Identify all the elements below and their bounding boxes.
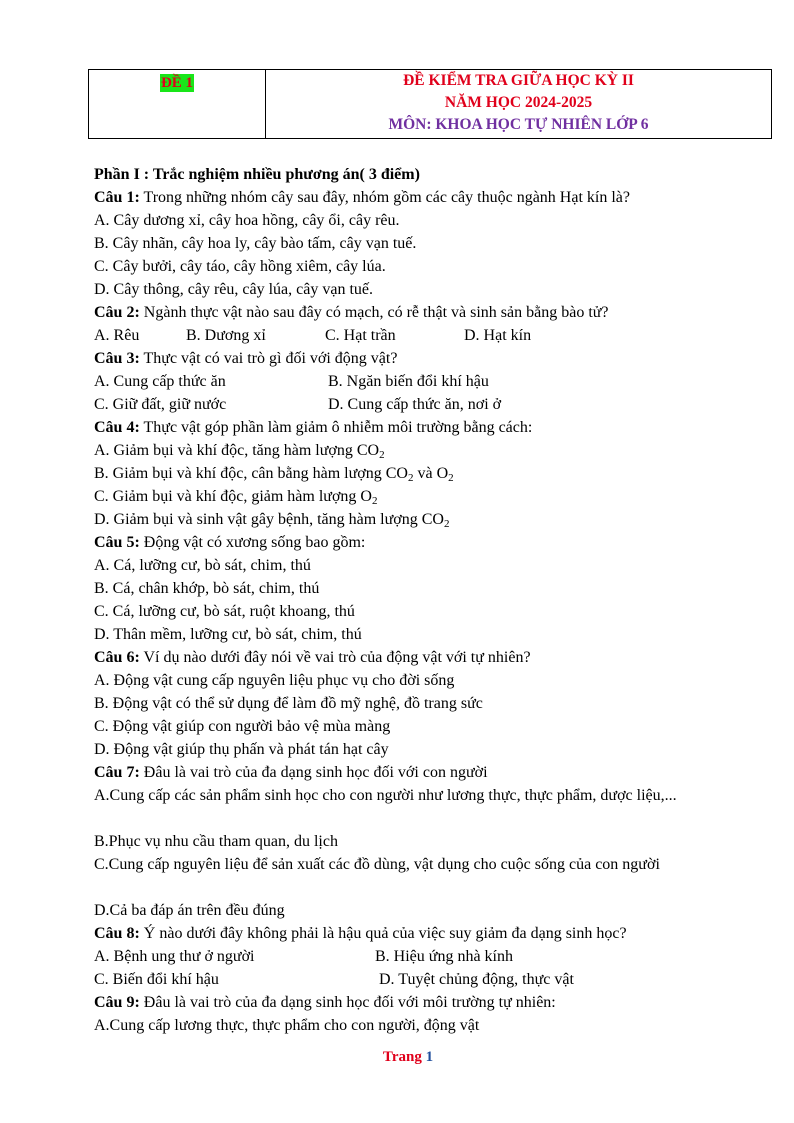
q4-option-d: [94, 508, 734, 531]
question-label: Câu 5:: [94, 534, 140, 551]
question-5: [94, 531, 734, 554]
question-label: Câu 3:: [94, 350, 140, 367]
exam-header-table: [88, 69, 772, 139]
question-7: [94, 761, 734, 784]
q3-option-c: C. Giữ đất, giữ nước: [94, 396, 227, 413]
q3-options-row2: [94, 393, 734, 416]
q1-option-a: A. Cây dương xỉ, cây hoa hồng, cây ổi, cây rêu.: [94, 212, 400, 229]
question-6: [94, 646, 734, 669]
q8-options-row1: [94, 945, 734, 968]
question-4: [94, 416, 734, 439]
q6-option-c: C. Động vật giúp con người bảo vệ mùa màng: [94, 718, 391, 735]
q8-options-row2: [94, 968, 734, 991]
question-8: [94, 922, 734, 945]
question-2: [94, 301, 734, 324]
question-3: [94, 347, 734, 370]
question-text: Thực vật có vai trò gì đối với động vật?: [139, 350, 398, 367]
option-text: D. Giảm bụi và sinh vật gây bệnh, tăng hàm lượng CO: [94, 511, 444, 528]
question-9: [94, 991, 734, 1014]
q4-option-b: [94, 462, 734, 485]
option-text: C. Giảm bụi và khí độc, giảm hàm lượng O: [94, 488, 372, 505]
q8-option-d: D. Tuyệt chủng động, thực vật: [379, 971, 574, 988]
subscript: 2: [443, 518, 450, 530]
q7-option-d: D.Cả ba đáp án trên đều đúng: [94, 902, 285, 919]
q5-option-d: D. Thân mềm, lưỡng cư, bò sát, chim, thú: [94, 626, 362, 643]
question-text: Ý nào dưới đây không phải là hậu quả của việc suy giảm đa dạng sinh học?: [139, 925, 627, 942]
option-text: và O: [413, 465, 449, 482]
question-text: Thực vật góp phần làm giảm ô nhiễm môi trường bằng cách:: [139, 419, 533, 436]
question-text: Ngành thực vật nào sau đây có mạch, có rễ thật và sinh sản bằng bào tử?: [139, 304, 609, 321]
q5-option-a: A. Cá, lưỡng cư, bò sát, chim, thú: [94, 557, 311, 574]
q3-option-d: D. Cung cấp thức ăn, nơi ở: [328, 396, 502, 413]
q1-option-d: D. Cây thông, cây rêu, cây lúa, cây vạn tuế.: [94, 281, 374, 298]
q2-option-d: D. Hạt kín: [464, 327, 532, 344]
question-text: Đâu là vai trò của đa dạng sinh học đối với con người: [139, 764, 488, 781]
exam-code-label: ĐỀ 1: [160, 75, 194, 91]
subject-line: MÔN: KHOA HỌC TỰ NHIÊN LỚP 6: [388, 116, 649, 133]
page-label: Trang: [382, 1049, 426, 1065]
part-title: Phần I : Trắc nghiệm nhiều phương án( 3 điểm): [94, 166, 420, 183]
subscript: 2: [371, 495, 378, 507]
question-label: Câu 1:: [94, 189, 140, 206]
q5-option-c: C. Cá, lưỡng cư, bò sát, ruột khoang, thú: [94, 603, 355, 620]
page-footer: [0, 1049, 794, 1066]
page-number: 1: [425, 1049, 434, 1065]
q2-option-a: A. Rêu: [94, 327, 140, 344]
question-label: Câu 9:: [94, 994, 140, 1011]
q4-option-a: [94, 439, 734, 462]
exam-content: [94, 163, 734, 1037]
q6-option-d: D. Động vật giúp thụ phấn và phát tán hạt cây: [94, 741, 389, 758]
option-text: B. Giảm bụi và khí độc, cân bằng hàm lượng CO: [94, 465, 408, 482]
subscript: 2: [448, 472, 454, 484]
question-label: Câu 8:: [94, 925, 140, 942]
q1-option-c: C. Cây bưởi, cây táo, cây hồng xiêm, cây lúa.: [94, 258, 386, 275]
question-label: Câu 6:: [94, 649, 140, 666]
question-label: Câu 4:: [94, 419, 140, 436]
exam-title: ĐỀ KIỂM TRA GIỮA HỌC KỲ II: [403, 72, 634, 89]
question-text: Động vật có xương sống bao gồm:: [139, 534, 366, 551]
question-text: Ví dụ nào dưới đây nói về vai trò của động vật với tự nhiên?: [139, 649, 531, 666]
q3-options-row1: [94, 370, 734, 393]
q8-option-b: B. Hiệu ứng nhà kính: [375, 948, 513, 965]
option-text: A. Giảm bụi và khí độc, tăng hàm lượng CO: [94, 442, 380, 459]
q2-option-c: C. Hạt trần: [325, 327, 396, 344]
subscript: 2: [379, 449, 385, 461]
q2-options: [94, 324, 734, 347]
q8-option-c: C. Biến đổi khí hậu: [94, 971, 219, 988]
q6-option-b: B. Động vật có thể sử dụng để làm đồ mỹ nghệ, đồ trang sức: [94, 695, 483, 712]
q4-option-c: [94, 485, 734, 508]
question-label: Câu 7:: [94, 764, 140, 781]
subscript: 2: [407, 472, 414, 484]
q1-option-b: B. Cây nhãn, cây hoa ly, cây bào tấm, cây vạn tuế.: [94, 235, 417, 252]
q6-option-a: A. Động vật cung cấp nguyên liệu phục vụ cho đời sống: [94, 672, 455, 689]
question-text: Đâu là vai trò của đa dạng sinh học đối với môi trường tự nhiên:: [139, 994, 556, 1011]
question-text: Trong những nhóm cây sau đây, nhóm gồm các cây thuộc ngành Hạt kín là?: [139, 189, 630, 206]
q9-option-a: A.Cung cấp lương thực, thực phẩm cho con người, động vật: [94, 1017, 480, 1034]
exam-code-cell: [89, 70, 266, 139]
q3-option-b: B. Ngăn biến đổi khí hậu: [328, 373, 489, 390]
exam-title-cell: [266, 70, 772, 139]
school-year: NĂM HỌC 2024-2025: [444, 94, 593, 111]
question-1: [94, 186, 734, 209]
question-label: Câu 2:: [94, 304, 140, 321]
q3-option-a: A. Cung cấp thức ăn: [94, 373, 226, 390]
q7-option-a: A.Cung cấp các sản phẩm sinh học cho con người như lương thực, thực phẩm, dược liệu,...: [94, 787, 677, 804]
q2-option-b: B. Dương xỉ: [186, 327, 266, 344]
q8-option-a: A. Bệnh ung thư ở người: [94, 948, 255, 965]
q7-option-b: B.Phục vụ nhu cầu tham quan, du lịch: [94, 833, 338, 850]
q7-option-c: C.Cung cấp nguyên liệu để sản xuất các đồ dùng, vật dụng cho cuộc sống của con người: [94, 856, 660, 873]
q5-option-b: B. Cá, chân khớp, bò sát, chim, thú: [94, 580, 320, 597]
